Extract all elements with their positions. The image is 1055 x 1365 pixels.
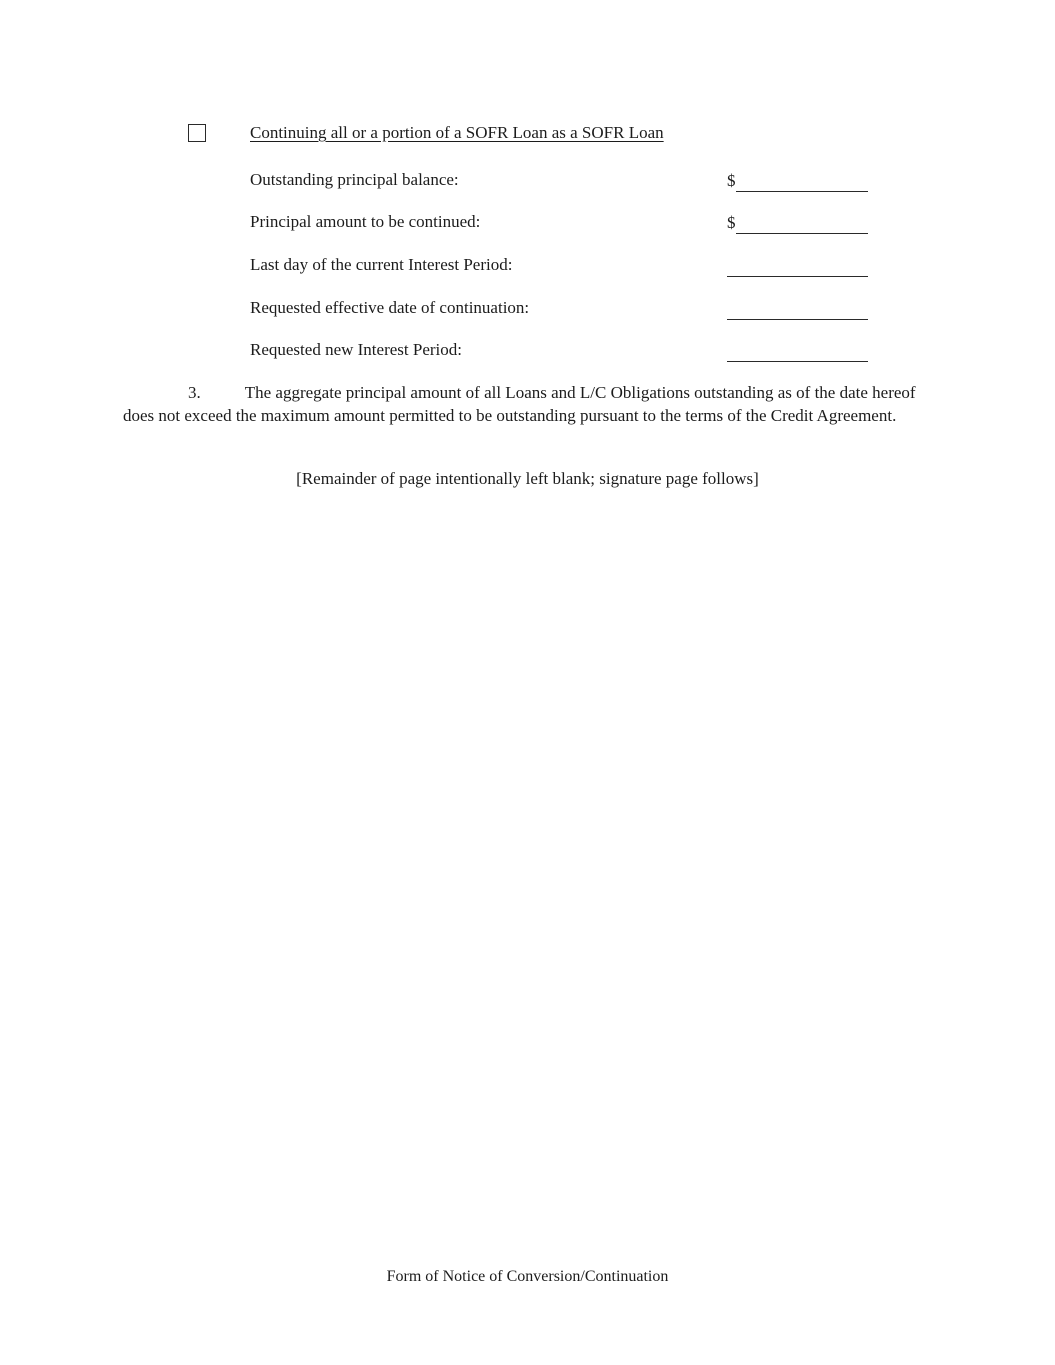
paragraph-3 — [123, 382, 935, 427]
fill-in-line[interactable] — [736, 171, 869, 192]
paragraph-number: 3. — [188, 383, 201, 402]
remainder-note: [Remainder of page intentionally left blank; signature page follows] — [296, 469, 759, 488]
field-row-last-day-interest-period — [0, 255, 1055, 279]
continuation-option-heading: Continuing all or a portion of a SOFR Loan as a SOFR Loan — [250, 123, 664, 142]
dollar-prefix: $ — [727, 171, 736, 190]
field-blank-group — [727, 340, 868, 362]
field-label: Last day of the current Interest Period: — [250, 255, 513, 274]
field-row-outstanding-balance — [0, 170, 1055, 194]
field-blank-group — [727, 255, 868, 277]
field-label: Outstanding principal balance: — [250, 170, 459, 189]
page-footer-title: Form of Notice of Conversion/Continuation — [386, 1268, 669, 1285]
field-row-effective-date — [0, 298, 1055, 322]
paragraph-text: The aggregate principal amount of all Loans and L/C Obligations outstanding as of the date hereof does not exceed the maximum amount permitted to be outstanding pursuant to the terms of the Credit Agreement. — [123, 383, 916, 425]
continuation-checkbox[interactable] — [188, 124, 206, 142]
field-blank-group — [727, 212, 868, 234]
fill-in-line[interactable] — [736, 213, 869, 234]
field-label: Principal amount to be continued: — [250, 212, 481, 231]
field-blank-group — [727, 170, 868, 192]
field-row-amount-continued — [0, 212, 1055, 236]
fill-in-line[interactable] — [727, 341, 868, 362]
fill-in-line[interactable] — [727, 256, 868, 277]
field-row-new-interest-period — [0, 340, 1055, 364]
continuation-option-row — [188, 123, 664, 143]
field-label: Requested new Interest Period: — [250, 340, 462, 359]
dollar-prefix: $ — [727, 213, 736, 232]
fill-in-line[interactable] — [727, 299, 868, 320]
field-label: Requested effective date of continuation: — [250, 298, 530, 317]
field-blank-group — [727, 298, 868, 320]
